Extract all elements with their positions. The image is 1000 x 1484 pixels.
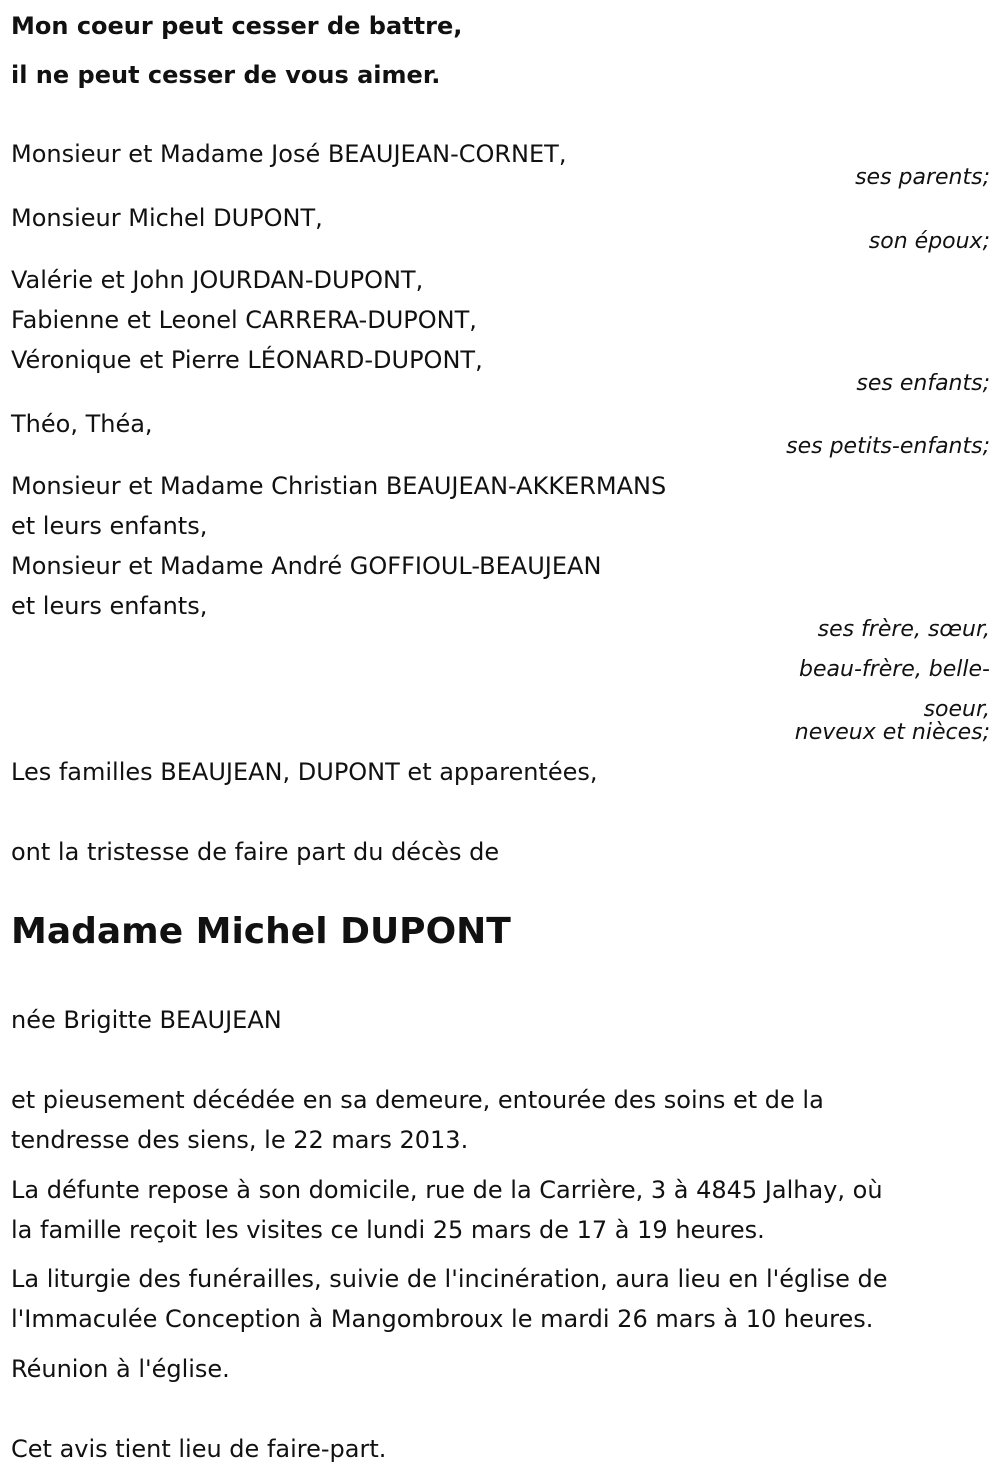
death-line-2: tendresse des siens, le 22 mars 2013.	[11, 1126, 469, 1154]
parents-label: ses parents;	[855, 165, 990, 190]
epigraph-line-1: Mon coeur peut cesser de battre,	[11, 12, 463, 40]
children-label: ses enfants;	[856, 371, 990, 396]
sibling-1-suffix: et leurs enfants,	[11, 512, 208, 540]
funeral-line-1: La liturgie des funérailles, suivie de l'incinération, aura lieu en l'église de	[11, 1265, 888, 1293]
child-2: Fabienne et Leonel CARRERA-DUPONT,	[11, 306, 477, 334]
families: Les familles BEAUJEAN, DUPONT et apparentées,	[11, 758, 598, 786]
siblings-label-2: beau-frère, belle-	[799, 657, 990, 682]
visit-line-1: La défunte repose à son domicile, rue de la Carrière, 3 à 4845 Jalhay, où	[11, 1176, 883, 1204]
deceased-maiden-name: née Brigitte BEAUJEAN	[11, 1006, 282, 1034]
epigraph-line-2: il ne peut cesser de vous aimer.	[11, 61, 441, 89]
announcement: ont la tristesse de faire part du décès de	[11, 838, 500, 866]
sibling-2-suffix: et leurs enfants,	[11, 592, 208, 620]
death-line-1: et pieusement décédée en sa demeure, entourée des soins et de la	[11, 1086, 824, 1114]
footer-note: Cet avis tient lieu de faire-part.	[11, 1435, 387, 1463]
funeral-line-2: l'Immaculée Conception à Mangombroux le mardi 26 mars à 10 heures.	[11, 1305, 874, 1333]
meeting-note: Réunion à l'église.	[11, 1355, 230, 1383]
visit-line-2: la famille reçoit les visites ce lundi 25 mars de 17 à 19 heures.	[11, 1216, 765, 1244]
child-1: Valérie et John JOURDAN-DUPONT,	[11, 266, 424, 294]
deceased-name: Madame Michel DUPONT	[11, 911, 511, 952]
spouse-label: son époux;	[868, 229, 990, 254]
grandchildren-label: ses petits-enfants;	[786, 434, 990, 459]
child-3: Véronique et Pierre LÉONARD-DUPONT,	[11, 346, 483, 374]
spouse-name: Monsieur Michel DUPONT,	[11, 204, 323, 232]
siblings-label-1: ses frère, sœur,	[817, 617, 990, 642]
grandchildren-names: Théo, Théa,	[11, 410, 153, 438]
parents-name: Monsieur et Madame José BEAUJEAN-CORNET,	[11, 140, 567, 168]
siblings-label-3: soeur,	[923, 697, 990, 722]
siblings-label-4: neveux et nièces;	[794, 720, 990, 745]
sibling-2: Monsieur et Madame André GOFFIOUL-BEAUJEAN	[11, 552, 602, 580]
sibling-1: Monsieur et Madame Christian BEAUJEAN-AKKERMANS	[11, 472, 667, 500]
